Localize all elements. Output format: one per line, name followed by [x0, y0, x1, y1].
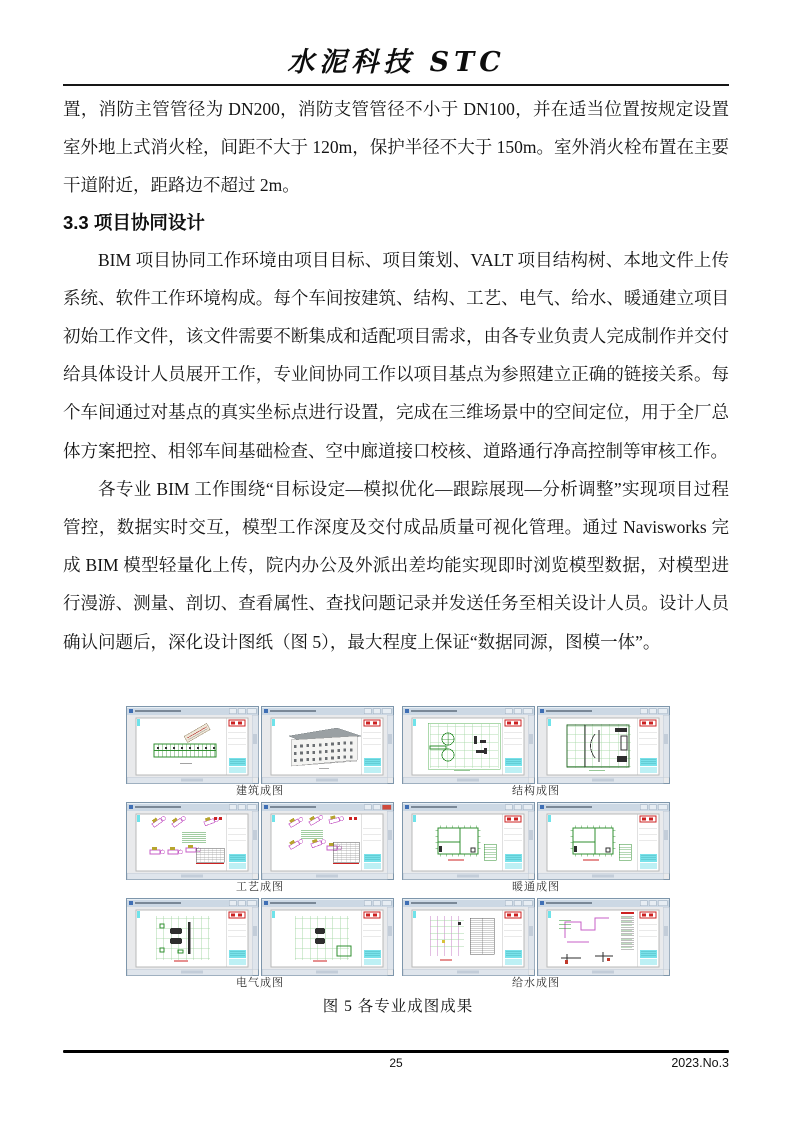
figure-group-label: 暖通成图	[512, 881, 560, 893]
cad-window-proc-a-thumbnail	[126, 802, 259, 880]
cad-window-struct-b-thumbnail	[537, 706, 670, 784]
header-rule	[63, 84, 729, 86]
cad-window-hvac-b-thumbnail	[537, 802, 670, 880]
journal-title: 水泥科技 STC	[287, 47, 506, 78]
cad-window-elec-a-thumbnail	[126, 898, 259, 976]
cad-window-pair	[126, 802, 394, 880]
figure-5	[126, 706, 670, 991]
section-heading: 3.3 项目协同设计	[63, 211, 205, 233]
cad-window-elec-b-thumbnail	[261, 898, 394, 976]
footer-rule	[63, 1050, 729, 1053]
figure-group-label: 给水成图	[512, 977, 560, 989]
figure-group-6	[402, 898, 670, 991]
figure-group-label: 结构成图	[512, 785, 560, 797]
figure-group-4	[402, 802, 670, 895]
figure-group-label: 电气成图	[236, 977, 284, 989]
paragraph-2: 各专业 BIM 工作围绕“目标设定—模拟优化—跟踪展现—分析调整”实现项目过程管控，数据实时交互，模型工作深度及交付成品质量可视化管理。通过 Navisworks 完成 BIM 模型轻量化上传，院内办公及外派出差均能实现即时浏览模型数据，对模型进行漫游、测量、剖切、查看属性、查找问题记录并发送任务至相关设计人员。设计人员确认问题后，深化设计图纸（图 5），最大程度上保证“数据同源，图模一体”。	[63, 478, 729, 652]
body-text	[63, 90, 729, 661]
cad-window-arch-3d-thumbnail	[261, 706, 394, 784]
page-number: 25	[389, 1056, 403, 1070]
paragraph-continuation: 置，消防主管管径为 DN200，消防支管管径不小于 DN100，并在适当位置按规定设置室外地上式消火栓，间距不大于 120m，保护半径不大于 150m。室外消火栓布置在主要干道附近，距路边不超过 2m。	[63, 99, 729, 196]
cad-window-hvac-a-thumbnail	[402, 802, 535, 880]
cad-window-proc-b-thumbnail	[261, 802, 394, 880]
cad-window-plumb-b-thumbnail	[537, 898, 670, 976]
cad-window-plumb-a-thumbnail	[402, 898, 535, 976]
cad-window-pair	[126, 898, 394, 976]
figure-group-label: 工艺成图	[236, 881, 284, 893]
figure-caption: 图 5 各专业成图成果	[322, 998, 474, 1015]
cad-window-arch-plan-thumbnail	[126, 706, 259, 784]
figure-group-2	[402, 706, 670, 799]
figure-group-label: 建筑成图	[236, 785, 284, 797]
cad-window-struct-a-thumbnail	[402, 706, 535, 784]
cad-window-pair	[126, 706, 394, 784]
cad-window-pair	[402, 898, 670, 976]
figure-group-5	[126, 898, 394, 991]
figure-grid	[126, 706, 670, 991]
cad-window-pair	[402, 802, 670, 880]
figure-group-3	[126, 802, 394, 895]
issue-number: 2023.No.3	[671, 1056, 729, 1070]
figure-group-1	[126, 706, 394, 799]
cad-window-pair	[402, 706, 670, 784]
paragraph-1: BIM 项目协同工作环境由项目目标、项目策划、VALT 项目结构树、本地文件上传系统、软件工作环境构成。每个车间按建筑、结构、工艺、电气、给水、暖通建立项目初始工作文件，该文件需要不断集成和适配项目需求，由各专业负责人完成制作并交付给具体设计人员展开工作，专业间协同工作以项目基点为参照建立正确的链接关系。每个车间通过对基点的真实坐标点进行设置，完成在三维场景中的空间定位，用于全厂总体方案把控、相邻车间基础检查、空中廊道接口校核、道路通行净高控制等审核工作。	[63, 249, 729, 461]
